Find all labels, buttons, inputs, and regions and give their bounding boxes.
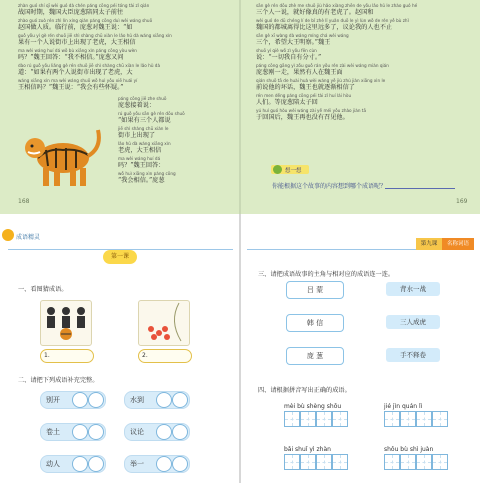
writing-cell[interactable] (284, 454, 300, 470)
blank-circle[interactable] (88, 392, 104, 408)
task-label: 想一想 (285, 168, 302, 174)
pinyin-line: qián shuō tā de huài huà wèi wáng yě jiù zhú jiàn xiāng xìn le (256, 78, 386, 83)
text-line: 道：“如果有两个人说街市出现了老虎，大 (18, 69, 133, 76)
writing-cell[interactable] (432, 454, 448, 470)
pinyin-line: ma wèi wáng huí dá (118, 156, 161, 161)
pinyin-line: wǒ huì xiāng xìn páng cōng (118, 171, 176, 176)
text-line: 三个，希望大王明察。”魏王 (256, 39, 331, 46)
blank-circle[interactable] (88, 424, 104, 440)
section-title: 三、请把成语故事的主角与相对应的成语连一连。 (258, 271, 395, 278)
blank-circle[interactable] (156, 424, 172, 440)
text-line: “如果有三个人都说 (118, 117, 171, 124)
pinyin-line: rén men děng páng cōng péi tài zǐ huí lái hòu (256, 93, 352, 98)
page-spine (239, 0, 241, 214)
answer-number: 2. (142, 352, 148, 359)
pinyin-prompt: bǎi shuǐ yì zhàn (284, 446, 331, 453)
text-line: 老虎，大王相信 (118, 147, 162, 154)
pinyin-line: lǎo hǔ dà wáng xiāng xìn (118, 141, 171, 146)
blank-circle[interactable] (72, 456, 88, 472)
text-line: 果有一个人说街市上出现了老虎，大王相信 (18, 39, 136, 46)
idiom-prefix: 举一 (130, 460, 144, 468)
character-item[interactable]: 韩 信 (286, 314, 344, 332)
text-line: 战国时期，魏国大臣庞葱陪同太子前往 (18, 9, 124, 16)
writing-cell[interactable] (432, 411, 448, 427)
page-number: 168 (18, 198, 30, 205)
pinyin-line: guǒ yǒu yí gè rén shuō jiē shì shàng chū xiàn le lǎo hǔ dà wáng xiāng xìn (18, 33, 172, 38)
tiger-illustration (18, 118, 104, 190)
pinyin-line: rú guǒ yǒu sān gè rén dōu shuō (118, 111, 185, 116)
character-item[interactable]: 吕 蒙 (286, 281, 344, 299)
pinyin-line: dào rú guǒ yǒu liǎng gè rén shuō jiē shì shàng chū xiàn le lǎo hǔ dà (18, 63, 161, 68)
idiom-option[interactable]: 三人成虎 (386, 315, 440, 329)
idiom-prefix: 议论 (130, 428, 144, 436)
picture-box (138, 300, 190, 346)
section-title: 一、看图猜成语。 (18, 286, 68, 293)
writing-cell[interactable] (316, 454, 332, 470)
section-title: 二、请把下列成语补充完整。 (18, 377, 99, 384)
page-number: 169 (456, 198, 468, 205)
text-line: 于回国后，魏王再也没有召见他。 (256, 114, 349, 121)
writing-cell[interactable] (400, 411, 416, 427)
writing-cell[interactable] (384, 454, 400, 470)
pinyin-prompt: mèi bù shèng shōu (284, 403, 342, 410)
writing-cell[interactable] (300, 411, 316, 427)
pinyin-line: wèi guó de dū chéng lí de bǐ zhè lǐ yuǎn duō le yì lùn wǒ de rén yě bù zhǐ (256, 18, 409, 23)
text-line: “我会相信。”庞葱 (118, 177, 165, 184)
lesson-title: 第一课 (103, 250, 137, 264)
chapter-badge: 第九课 (416, 238, 442, 250)
writing-cell[interactable] (300, 454, 316, 470)
pinyin-line: jiē shì shàng chū xiàn le (118, 126, 169, 131)
writing-cell[interactable] (284, 411, 300, 427)
idiom-prefix: 别开 (46, 396, 60, 404)
blank-circle[interactable] (172, 392, 188, 408)
blank-circle[interactable] (156, 392, 172, 408)
text-line: 人们。等庞葱陪太子回 (256, 99, 318, 106)
idiom-option[interactable]: 手不释卷 (386, 348, 440, 362)
blank-circle[interactable] (72, 424, 88, 440)
pinyin-line: páng cōng jiē zhe shuō (118, 96, 167, 101)
character-item[interactable]: 庞 葱 (286, 347, 344, 365)
writing-cell[interactable] (332, 411, 348, 427)
section-badge: 成语精灵 (16, 234, 41, 241)
idiom-prefix: 动人 (46, 460, 60, 468)
text-line: 三个人一说，就好像真的有老虎了。赵国和 (256, 9, 374, 16)
blank-circle[interactable] (88, 456, 104, 472)
picture-box (40, 300, 92, 346)
pinyin-line: páng cōng gāng yì zǒu guǒ rán yǒu rén zài wèi wáng miàn qián (256, 63, 389, 68)
idiom-option[interactable]: 背水一战 (386, 282, 440, 296)
writing-cell[interactable] (400, 454, 416, 470)
pinyin-line: zhàn guó shí qī wèi guó dà chén páng cōng péi tóng tài zǐ qián (18, 3, 150, 8)
flowers-icon (139, 301, 189, 345)
pinyin-line: shuō yí qiè wǒ zì yǒu fēn cùn (256, 48, 317, 53)
writing-cell[interactable] (384, 411, 400, 427)
pinyin-prompt: jié jìn quán lì (384, 403, 423, 410)
blank-circle[interactable] (172, 424, 188, 440)
blank-circle[interactable] (156, 456, 172, 472)
idiom-prefix: 卷土 (46, 428, 60, 436)
blank-circle[interactable] (172, 456, 188, 472)
text-line: 街市上出现了 (118, 132, 156, 139)
answer-line[interactable] (385, 188, 455, 189)
page-spine (239, 214, 241, 483)
pinyin-line: sān gè xī wàng dà wáng míng chá wèi wáng (256, 33, 349, 38)
idiom-prefix: 水到 (130, 396, 144, 404)
text-line: 吗？”魏王回答： (118, 162, 165, 169)
writing-cell[interactable] (416, 411, 432, 427)
writing-cell[interactable] (332, 454, 348, 470)
text-line: 魏国的都城离得比这里远多了，议论我的人也不止 (256, 24, 393, 31)
text-line: 赵国做人质。临行前，庞葱对魏王说：“如 (18, 24, 133, 31)
pinyin-line: zhào guó zuò rén zhì lín xíng qián páng cōng duì wèi wáng shuō (18, 18, 153, 23)
text-line: 前说他的坏话，魏王也就逐渐相信了 (256, 84, 355, 91)
pinyin-line: sān gè rén dōu zhè me shuō jiù hǎo xiàng zhēn de yǒu lǎo hǔ le zhào guó hé (256, 3, 418, 8)
section-title: 四、请根据拼音写出正确的成语。 (258, 387, 351, 394)
text-line: 王相信吗？”魏王说：“我会有些怀疑。” (18, 84, 124, 91)
answer-number: 1. (44, 352, 50, 359)
pinyin-line: yú huí guó hòu wèi wáng zài yě méi yǒu zhào jiàn tā (256, 108, 367, 113)
three-people-icon (41, 301, 91, 345)
text-line: 说：“一切我自有分寸。” (256, 54, 322, 61)
chapter-badge: 名称词语 (442, 238, 474, 250)
task-icon (273, 165, 282, 174)
text-line: 庞葱刚一走，果然有人在魏王面 (256, 69, 343, 76)
writing-cell[interactable] (416, 454, 432, 470)
workbook-right-page (241, 214, 480, 483)
sun-icon (2, 229, 14, 241)
pinyin-prompt: shǒu bù shì juàn (384, 446, 434, 453)
blank-circle[interactable] (72, 392, 88, 408)
text-line: 吗？”魏王回答：“我不相信。”庞葱又问 (18, 54, 124, 61)
pinyin-line: ma wèi wáng huí dá wǒ bù xiāng xìn páng cōng yòu wèn (18, 48, 137, 53)
pinyin-line: wáng xiāng xìn ma wèi wáng shuō wǒ huì yǒu xiē huái yí (18, 78, 138, 83)
question-text: 你能根据这个故事的内容想到哪个成语呢？ (272, 183, 387, 190)
writing-cell[interactable] (316, 411, 332, 427)
text-line: 庞葱接着说： (118, 102, 156, 109)
